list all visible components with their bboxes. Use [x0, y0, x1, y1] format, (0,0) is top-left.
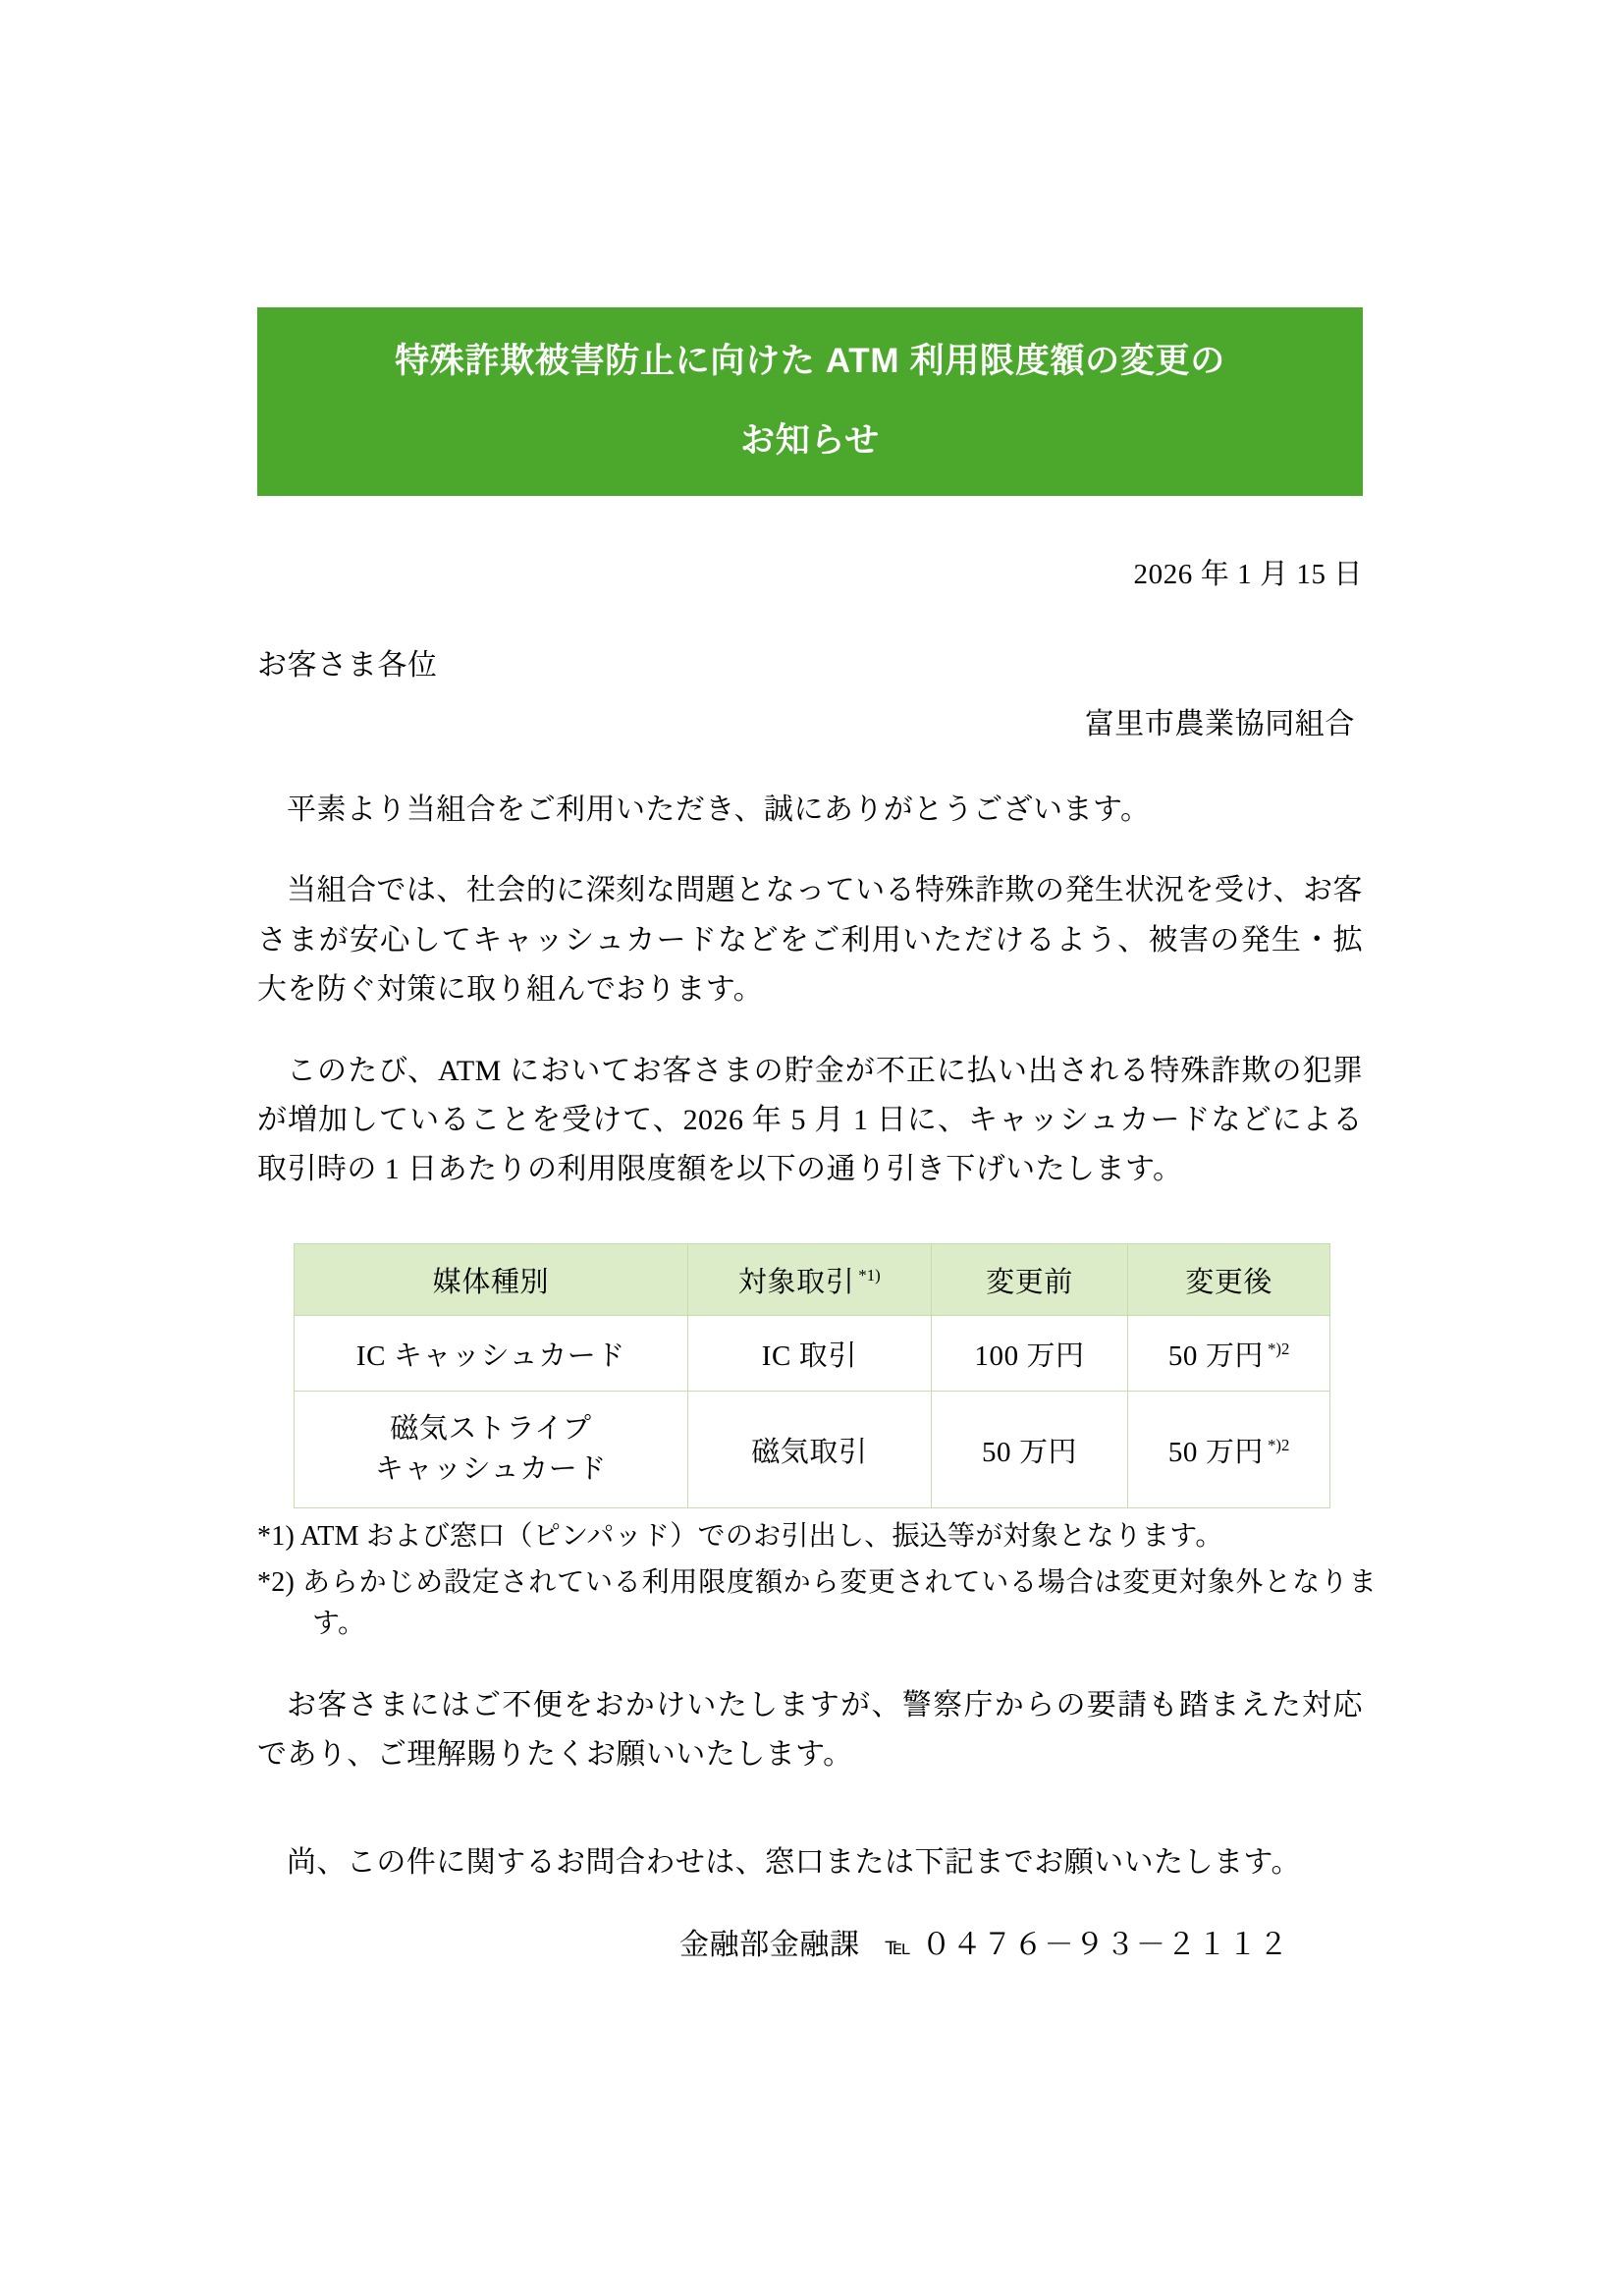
contact-department: 金融部金融課: [679, 1929, 860, 1961]
atm-limit-table: [294, 1243, 1330, 1508]
table-header-footnote-marker: *1): [858, 1265, 881, 1285]
cell-media-type-line-1: 磁気ストライプ: [390, 1412, 592, 1445]
cell-after-value: 50 万円: [1167, 1339, 1264, 1372]
body-paragraph-1: 平素より当組合をご利用いただき、誠にありがとうございます。: [287, 793, 1151, 826]
body-paragraph-2: 当組合では、社会的に深刻な問題となっている特殊詐欺の発生状況を受け、お客さまが安心してキャッシュカードなどをご利用いただけるよう、被害の発生・拡大を防ぐ対策に取り組んでおります。: [257, 874, 1363, 1007]
table-header-target-transaction: [687, 1244, 931, 1316]
cell-transaction: IC 取引: [687, 1316, 931, 1392]
cell-after-value: 50 万円: [1167, 1436, 1264, 1468]
cell-before: 100 万円: [931, 1316, 1127, 1392]
table-header-after-change: 変更後: [1128, 1244, 1330, 1316]
limit-table-container: [294, 1243, 1330, 1508]
closing-paragraph-2: 尚、この件に関するお問合わせは、窓口または下記までお願いいたします。: [287, 1846, 1301, 1879]
table-row: [295, 1392, 1330, 1508]
cell-after: [1128, 1316, 1330, 1392]
telephone-icon: ℡: [885, 1934, 912, 1960]
cell-before: 50 万円: [931, 1392, 1127, 1508]
table-header-row: [295, 1244, 1330, 1316]
footnote-2: *2) あらかじめ設定されている利用限度額から変更されている場合は変更対象外となります。: [257, 1566, 1377, 1640]
cell-after-footnote-marker: *)2: [1267, 1339, 1290, 1358]
final-note: [257, 1838, 1363, 1919]
table-header-before-change: 変更前: [931, 1244, 1127, 1316]
cell-after-footnote-marker: *)2: [1267, 1435, 1290, 1454]
cell-media-type: IC キャッシュカード: [295, 1316, 688, 1392]
document-title-line-1: 特殊詐欺被害防止に向けた ATM 利用限度額の変更の: [395, 342, 1225, 381]
footnotes: [257, 1516, 1377, 1650]
title-banner: [257, 307, 1363, 496]
footnote-1: *1) ATM および窓口（ピンパッド）でのお引出し、振込等が対象となります。: [257, 1521, 1223, 1552]
sender-organization: 富里市農業協同組合: [1084, 708, 1355, 740]
table-header-media-type: 媒体種別: [295, 1244, 688, 1316]
contact-line: [257, 1920, 1363, 1963]
addressee: お客さま各位: [257, 649, 438, 682]
cell-transaction: 磁気取引: [687, 1392, 931, 1508]
body-text: [257, 786, 1363, 1225]
closing-paragraph-1: お客さまにはご不便をおかけいたしますが、警察庁からの要請も踏まえた対応であり、ご理解賜りたくお願いいたします。: [257, 1689, 1363, 1772]
contact-phone-number: ０４７６－９３－２１１２: [921, 1929, 1290, 1961]
document-title-line-2: お知らせ: [740, 421, 880, 460]
document-date: 2026 年 1 月 15 日: [1133, 559, 1363, 590]
table-row: [295, 1316, 1330, 1392]
body-paragraph-3: このたび、ATM においてお客さまの貯金が不正に払い出される特殊詐欺の犯罪が増加していることを受けて、2026 年 5 月 1 日に、キャッシュカードなどによる取引時の 1 日あたりの利用限度額を以下の通り引き下げいたします。: [257, 1054, 1363, 1186]
table-header-target-transaction-label: 対象取引: [737, 1266, 855, 1298]
cell-media-type-line-2: キャッシュカード: [374, 1453, 607, 1485]
closing-text: [257, 1681, 1363, 1812]
cell-media-type: [295, 1392, 688, 1508]
cell-after: [1128, 1392, 1330, 1508]
